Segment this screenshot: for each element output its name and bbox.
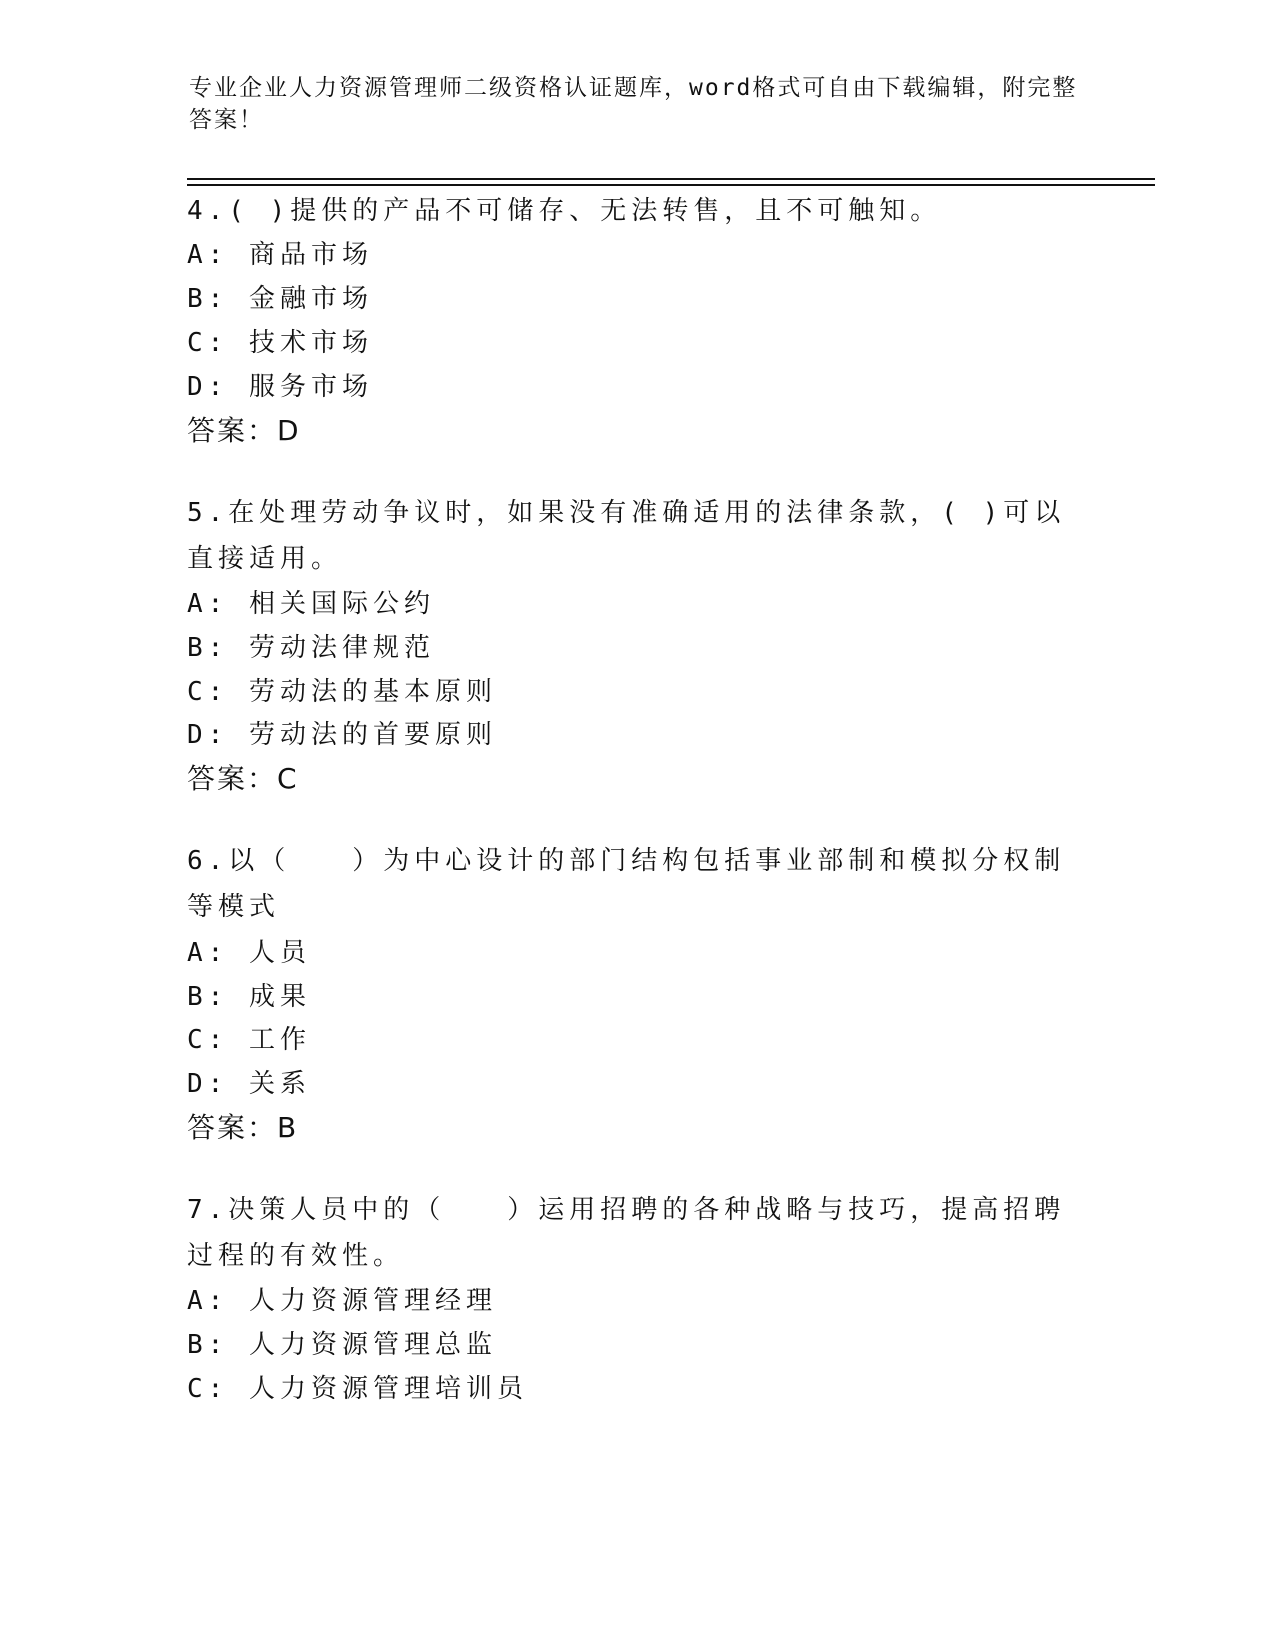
- question-7-option-b: B: 人力资源管理总监: [187, 1330, 497, 1360]
- question-4-option-c: C: 技术市场: [187, 328, 373, 358]
- document-header: 专业企业人力资源管理师二级资格认证题库，word格式可自由下载编辑，附完整答案！: [189, 75, 1078, 133]
- question-7-option-a: A: 人力资源管理经理: [187, 1286, 497, 1316]
- question-6-stem: 6.以（ ）为中心设计的部门结构包括事业部制和模拟分权制等模式: [187, 846, 1066, 922]
- header-rule-bottom: [187, 184, 1155, 186]
- question-4-option-b: B: 金融市场: [187, 284, 373, 314]
- question-5-option-a: A: 相关国际公约: [187, 589, 435, 619]
- question-5-option-b: B: 劳动法律规范: [187, 633, 435, 663]
- question-7-option-c: C: 人力资源管理培训员: [187, 1374, 528, 1404]
- question-6-option-d: D: 关系: [187, 1069, 311, 1099]
- question-5-option-d: D: 劳动法的首要原则: [187, 720, 497, 750]
- question-4-option-a: A: 商品市场: [187, 240, 373, 270]
- question-5-stem: 5.在处理劳动争议时，如果没有准确适用的法律条款，( )可以直接适用。: [187, 498, 1066, 574]
- question-4-option-d: D: 服务市场: [187, 372, 373, 402]
- question-6-option-c: C: 工作: [187, 1025, 311, 1055]
- question-7-stem: 7.决策人员中的（ ）运用招聘的各种战略与技巧，提高招聘过程的有效性。: [187, 1195, 1066, 1271]
- question-4-answer: 答案：D: [187, 414, 301, 447]
- header-rule-top: [187, 178, 1155, 180]
- question-6-option-b: B: 成果: [187, 982, 311, 1012]
- question-6-option-a: A: 人员: [187, 938, 311, 968]
- question-5-answer: 答案：C: [187, 762, 299, 795]
- question-5-option-c: C: 劳动法的基本原则: [187, 677, 497, 707]
- question-6-answer: 答案：B: [187, 1111, 299, 1144]
- question-4-stem: 4.( )提供的产品不可储存、无法转售，且不可触知。: [187, 196, 942, 226]
